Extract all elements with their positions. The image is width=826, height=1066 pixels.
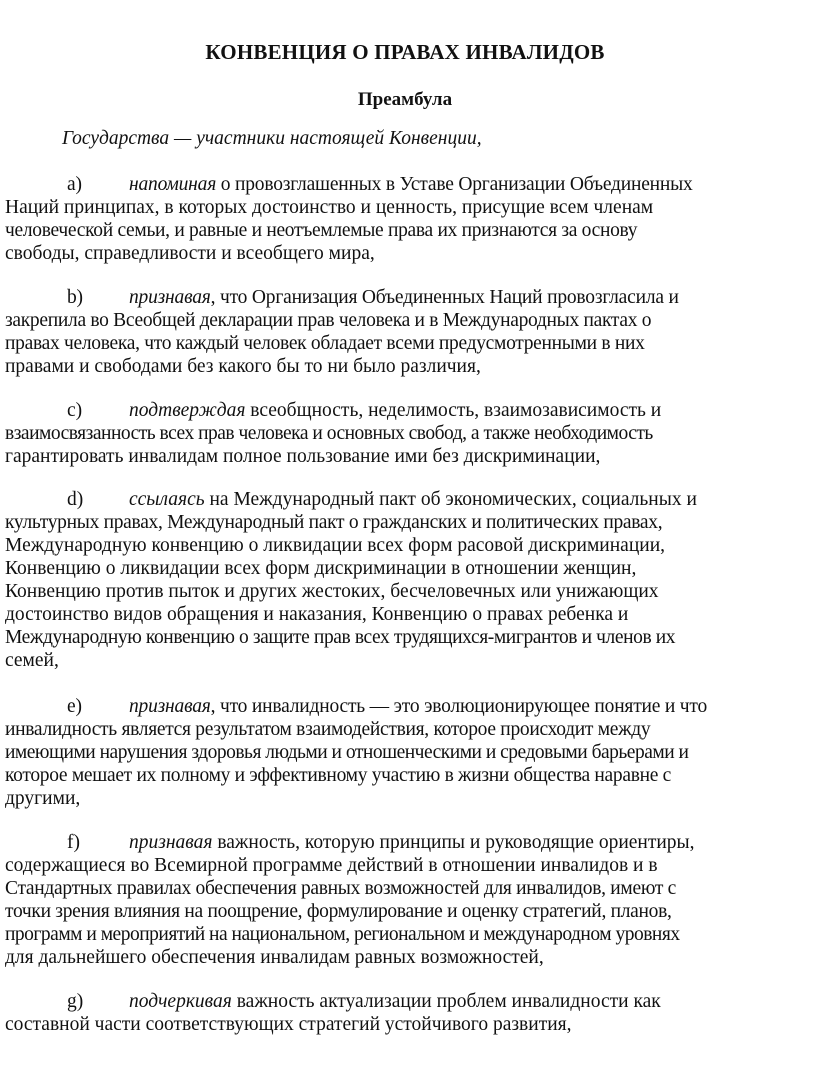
- paragraph-line: точки зрения влияния на поощрение, формулирование и оценку стратегий, планов,: [5, 901, 672, 922]
- paragraph-keyword: признавая: [129, 287, 211, 308]
- section-heading: Преамбула: [357, 89, 453, 110]
- paragraph-line: взаимосвязанность всех прав человека и основных свобод, а также необходимость: [5, 423, 653, 444]
- paragraph-keyword: подтверждая: [129, 400, 246, 421]
- paragraph-keyword: подчеркивая: [129, 991, 232, 1012]
- paragraph-line: Стандартных правилах обеспечения равных возможностей для инвалидов, имеют с: [5, 878, 676, 899]
- paragraph-keyword: признавая: [129, 832, 213, 853]
- paragraph-text: важность актуализации проблем инвалидности как: [231, 991, 661, 1012]
- paragraph-text: на Международный пакт об экономических, социальных и: [204, 489, 697, 510]
- paragraph-marker: a): [67, 174, 82, 195]
- paragraph-d: [5, 488, 805, 672]
- paragraph-text: всеобщность, неделимость, взаимозависимость и: [245, 400, 662, 421]
- paragraph-line: имеющими нарушения здоровья людьми и отношенческими и средовыми барьерами и: [5, 742, 689, 763]
- paragraph-line: Конвенцию против пыток и других жестоких, бесчеловечных или унижающих: [5, 581, 659, 602]
- paragraph-line: содержащиеся во Всемирной программе действий в отношении инвалидов и в: [5, 855, 658, 876]
- paragraph-marker: g): [67, 991, 84, 1012]
- paragraph-text: , что Организация Объединенных Наций провозгласила и: [210, 287, 679, 308]
- paragraph-line: правами и свободами без какого бы то ни было различия,: [5, 356, 481, 377]
- paragraph-marker: d): [67, 489, 84, 510]
- paragraph-line: программ и мероприятий на национальном, региональном и международном уровнях: [5, 924, 680, 945]
- paragraph-marker: b): [67, 287, 83, 308]
- paragraph-line: закрепила во Всеобщей декларации прав человека и в Международных пактах о: [5, 310, 652, 331]
- paragraph-e: [5, 695, 805, 810]
- paragraph-line: гарантировать инвалидам полное пользование ими без дискриминации,: [5, 446, 601, 467]
- paragraph-line: культурных правах, Международный пакт о гражданских и политических правах,: [5, 512, 663, 533]
- paragraph-f: [5, 831, 805, 969]
- paragraph-c: [5, 399, 805, 468]
- paragraph-line: Наций принципах, в которых достоинство и ценность, присущие всем членам: [5, 197, 654, 218]
- paragraph-a: [5, 173, 805, 265]
- paragraph-line: человеческой семьи, и равные и неотъемлемые права их признаются за основу: [5, 220, 638, 241]
- paragraph-marker: e): [67, 696, 82, 717]
- paragraph-line: для дальнейшего обеспечения инвалидам равных возможностей,: [5, 947, 544, 968]
- paragraph-marker: f): [67, 832, 80, 853]
- paragraph-keyword: признавая: [129, 696, 211, 717]
- paragraph-g: [5, 990, 805, 1036]
- paragraph-line: достоинство видов обращения и наказания, Конвенцию о правах ребенка и: [5, 604, 629, 625]
- intro-line: Государства — участники настоящей Конвенции,: [62, 128, 482, 149]
- paragraph-keyword: ссылаясь: [129, 489, 205, 510]
- paragraph-line: Международную конвенцию о защите прав всех трудящихся-мигрантов и членов их: [5, 627, 676, 648]
- paragraph-line: Конвенцию о ликвидации всех форм дискриминации в отношении женщин,: [5, 558, 637, 579]
- paragraph-line: семей,: [5, 650, 59, 671]
- paragraph-text: о провозглашенных в Уставе Организации Объединенных: [216, 174, 693, 195]
- paragraph-line: правах человека, что каждый человек обладает всеми предусмотренными в них: [5, 333, 645, 354]
- paragraph-line: Международную конвенцию о ликвидации всех форм расовой дискриминации,: [5, 535, 666, 556]
- paragraph-keyword: напоминая: [129, 174, 217, 195]
- paragraph-line: составной части соответствующих стратегий устойчивого развития,: [5, 1014, 572, 1035]
- paragraph-line: свободы, справедливости и всеобщего мира,: [5, 243, 375, 264]
- document-title: КОНВЕНЦИЯ О ПРАВАХ ИНВАЛИДОВ: [205, 40, 605, 64]
- paragraph-line: другими,: [5, 788, 81, 809]
- paragraph-text: , что инвалидность — это эволюционирующее понятие и что: [210, 696, 708, 717]
- paragraph-b: [5, 286, 805, 378]
- paragraph-line: инвалидность является результатом взаимодействия, которое происходит между: [5, 719, 651, 740]
- paragraph-text: важность, которую принципы и руководящие ориентиры,: [212, 832, 695, 853]
- paragraph-marker: c): [67, 400, 83, 421]
- paragraph-line: которое мешает их полному и эффективному участию в жизни общества наравне с: [5, 765, 672, 786]
